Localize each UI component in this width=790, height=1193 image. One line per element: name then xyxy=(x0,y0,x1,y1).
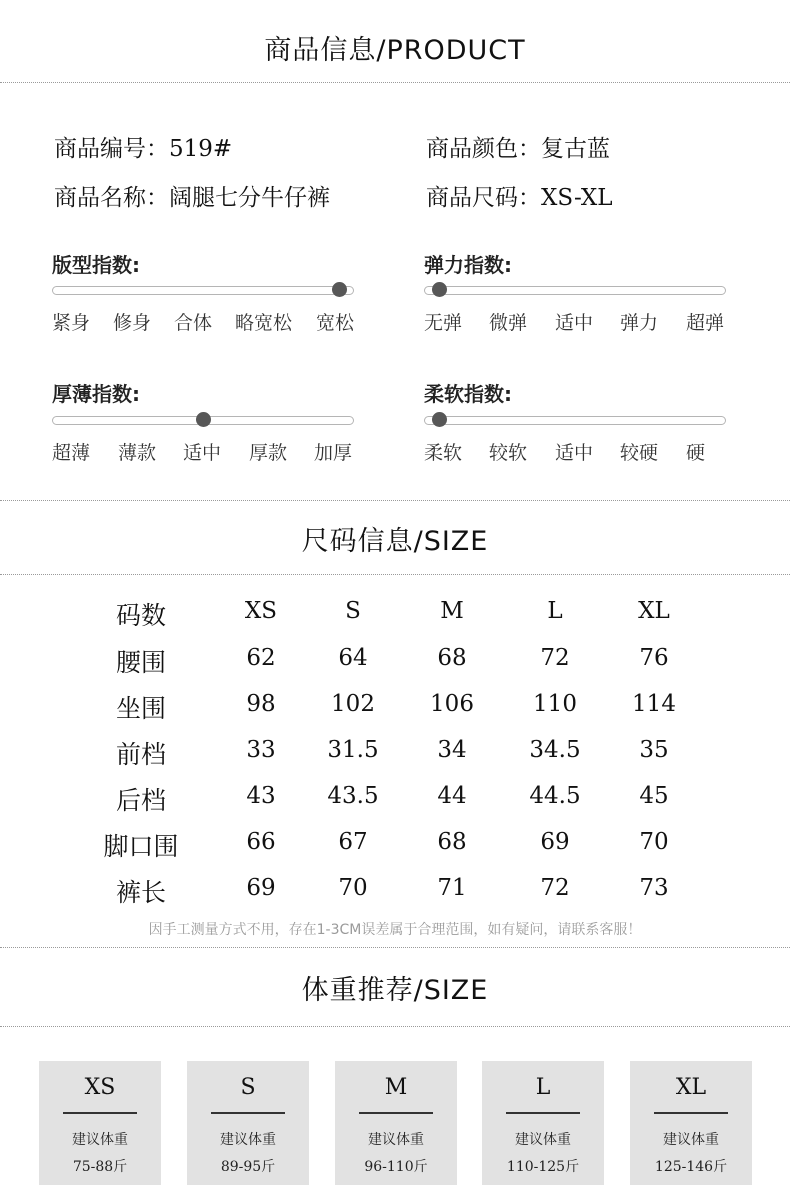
table-cell: 69 xyxy=(540,829,570,855)
table-cell: 106 xyxy=(430,691,474,717)
divider xyxy=(0,500,790,501)
fit-index-track xyxy=(52,286,354,295)
table-cell: 64 xyxy=(338,645,368,671)
card-underline xyxy=(506,1112,580,1114)
table-header-label: 码数 xyxy=(115,601,166,630)
table-row-label: 裤长 xyxy=(115,878,166,907)
thickness-index-title: 厚薄指数: xyxy=(52,382,140,406)
table-cell: 72 xyxy=(540,875,570,901)
scale-label: 较硬 xyxy=(620,442,659,464)
softness-index-title: 柔软指数: xyxy=(424,382,512,406)
scale-label: 超薄 xyxy=(52,442,91,464)
scale-label: 合体 xyxy=(174,312,213,334)
table-header-size: XL xyxy=(638,598,670,624)
table-cell: 62 xyxy=(246,645,276,671)
table-row-label: 坐围 xyxy=(115,694,166,723)
table-cell: 67 xyxy=(338,829,368,855)
table-cell: 114 xyxy=(632,691,676,717)
table-cell: 66 xyxy=(246,829,276,855)
weight-card-xs xyxy=(39,1061,161,1185)
table-header-size: S xyxy=(345,598,361,624)
table-cell: 72 xyxy=(540,645,570,671)
table-cell: 68 xyxy=(437,645,467,671)
size-section-title: 尺码信息/SIZE xyxy=(301,526,489,557)
table-row-label: 腰围 xyxy=(115,648,166,677)
table-row-label: 后档 xyxy=(115,786,166,815)
card-underline xyxy=(211,1112,285,1114)
table-cell: 35 xyxy=(639,737,669,763)
scale-label: 加厚 xyxy=(314,442,353,464)
measurement-note: 因手工测量方式不用，存在1-3CM误差属于合理范围，如有疑问，请联系客服！ xyxy=(148,922,642,938)
scale-label: 适中 xyxy=(555,442,594,464)
scale-label: 略宽松 xyxy=(235,312,293,334)
card-size: M xyxy=(384,1075,408,1100)
table-header-size: M xyxy=(440,598,464,624)
table-cell: 31.5 xyxy=(327,737,379,763)
fit-index-title: 版型指数: xyxy=(52,253,140,277)
card-range: 125-146斤 xyxy=(654,1159,728,1175)
table-cell: 76 xyxy=(639,645,669,671)
scale-label: 紧身 xyxy=(52,312,91,334)
table-cell: 68 xyxy=(437,829,467,855)
card-range: 89-95斤 xyxy=(220,1159,276,1175)
scale-label: 无弹 xyxy=(424,312,463,334)
table-header-size: XS xyxy=(244,598,278,624)
table-cell: 34 xyxy=(437,737,467,763)
scale-label: 超弹 xyxy=(686,312,725,334)
scale-label: 适中 xyxy=(555,312,594,334)
card-underline xyxy=(359,1112,433,1114)
card-underline xyxy=(63,1112,137,1114)
scale-label: 柔软 xyxy=(424,442,463,464)
card-size: XL xyxy=(675,1075,707,1100)
card-label: 建议体重 xyxy=(368,1132,424,1148)
card-size: S xyxy=(240,1075,256,1100)
card-range: 75-88斤 xyxy=(72,1159,128,1175)
table-cell: 69 xyxy=(246,875,276,901)
table-cell: 43 xyxy=(246,783,276,809)
fit-index-knob xyxy=(332,282,347,297)
table-header-size: L xyxy=(547,598,563,624)
table-cell: 102 xyxy=(331,691,375,717)
scale-label: 修身 xyxy=(113,312,152,334)
table-cell: 44.5 xyxy=(529,783,581,809)
scale-label: 弹力 xyxy=(620,312,659,334)
table-row-label: 前档 xyxy=(115,740,166,769)
divider xyxy=(0,574,790,575)
thickness-index-knob xyxy=(196,412,211,427)
card-underline xyxy=(654,1112,728,1114)
product-color: 商品颜色：复古蓝 xyxy=(426,136,610,162)
weight-card-l xyxy=(482,1061,604,1185)
card-label: 建议体重 xyxy=(515,1132,571,1148)
weight-card-m xyxy=(335,1061,457,1185)
product-size-range: 商品尺码：XS-XL xyxy=(426,185,613,211)
scale-label: 薄款 xyxy=(118,442,157,464)
card-size: L xyxy=(535,1075,551,1100)
product-name: 商品名称：阔腿七分牛仔裤 xyxy=(54,185,330,211)
table-cell: 44 xyxy=(437,783,467,809)
card-label: 建议体重 xyxy=(663,1132,719,1148)
weight-section-title: 体重推荐/SIZE xyxy=(301,975,489,1006)
divider xyxy=(0,1026,790,1027)
card-range: 110-125斤 xyxy=(506,1159,580,1175)
scale-label: 微弹 xyxy=(489,312,528,334)
softness-index-track xyxy=(424,416,726,425)
weight-card-xl xyxy=(630,1061,752,1185)
scale-label: 宽松 xyxy=(316,312,355,334)
table-cell: 71 xyxy=(437,875,467,901)
table-cell: 73 xyxy=(639,875,669,901)
scale-label: 适中 xyxy=(183,442,222,464)
product-section-title: 商品信息/PRODUCT xyxy=(264,35,526,66)
softness-index-knob xyxy=(432,412,447,427)
table-cell: 70 xyxy=(639,829,669,855)
weight-card-s xyxy=(187,1061,309,1185)
card-label: 建议体重 xyxy=(72,1132,128,1148)
product-code: 商品编号：519# xyxy=(54,136,233,162)
table-cell: 110 xyxy=(533,691,577,717)
elasticity-index-knob xyxy=(432,282,447,297)
scale-label: 较软 xyxy=(489,442,528,464)
table-cell: 34.5 xyxy=(529,737,581,763)
table-cell: 98 xyxy=(246,691,276,717)
card-range: 96-110斤 xyxy=(364,1159,428,1175)
table-cell: 70 xyxy=(338,875,368,901)
scale-label: 厚款 xyxy=(249,442,288,464)
elasticity-index-track xyxy=(424,286,726,295)
table-cell: 43.5 xyxy=(327,783,379,809)
table-cell: 33 xyxy=(246,737,276,763)
elasticity-index-title: 弹力指数: xyxy=(424,253,512,277)
divider xyxy=(0,947,790,948)
card-size: XS xyxy=(84,1075,116,1100)
table-cell: 45 xyxy=(639,783,669,809)
divider xyxy=(0,82,790,83)
scale-label: 硬 xyxy=(686,442,706,464)
card-label: 建议体重 xyxy=(220,1132,276,1148)
table-row-label: 脚口围 xyxy=(103,832,179,861)
